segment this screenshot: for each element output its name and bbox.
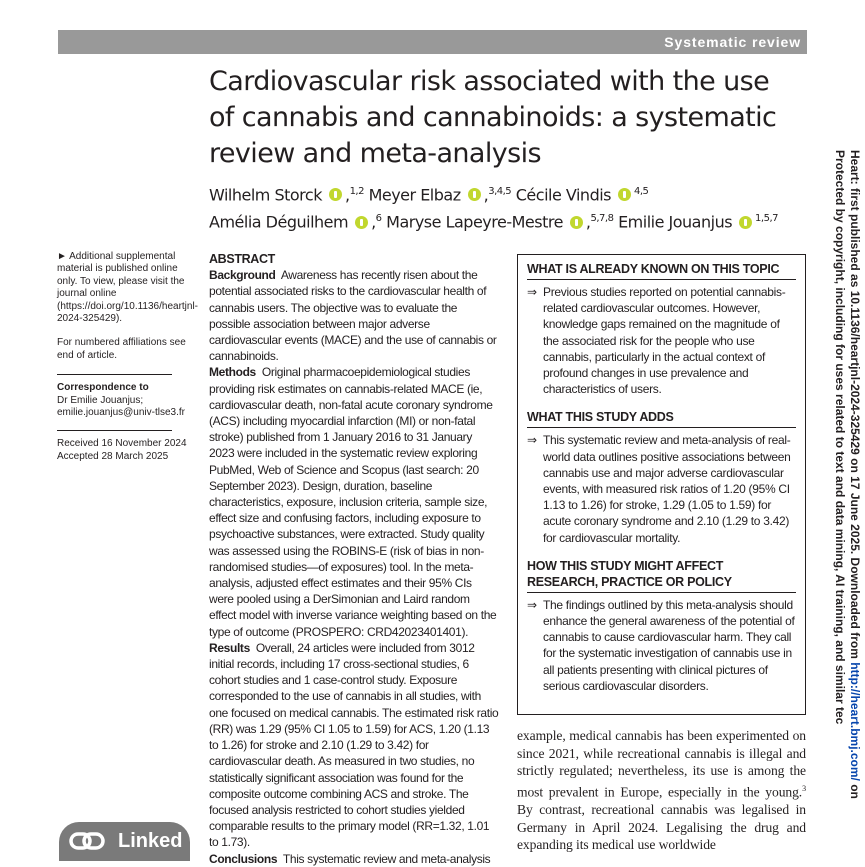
correspondence-name: Dr Emilie Jouanjus; (57, 394, 144, 406)
abstract-heading: ABSTRACT (209, 252, 275, 266)
box-item (527, 284, 796, 397)
correspondence (57, 382, 187, 419)
author-name[interactable]: Amélia Déguilhem (209, 212, 349, 232)
linked-label: Linked (118, 830, 183, 852)
key-messages-box (517, 254, 806, 715)
abstract-background (209, 267, 499, 364)
side-note-line (847, 150, 862, 861)
section-label: Conclusions (209, 851, 278, 866)
author-name[interactable]: Cécile Vindis (515, 185, 611, 205)
abstract-methods (209, 364, 499, 639)
author-list (209, 180, 779, 235)
box-item (527, 597, 796, 694)
sidebar-divider (57, 374, 172, 375)
author-affiliation: 1,2 (349, 186, 364, 197)
journal-link[interactable]: http://heart.bmj.com/ (848, 662, 862, 781)
author-separator: , (371, 212, 376, 232)
chain-link-icon (69, 831, 105, 851)
side-note-text (832, 150, 862, 861)
supplemental-note[interactable]: ► Additional supplemental material is published online only. To view, please visit the journal online (https://doi.org/10.1136/heartjnl-2024-325429). (57, 251, 199, 325)
body-text-part: By contrast, recreational cannabis was legalised in Germany in April 2024. Legalising the drug and expanding its medical use worldwide (517, 801, 806, 853)
side-note-suffix: on (848, 780, 862, 799)
body-text (517, 727, 806, 854)
left-sidebar (57, 251, 199, 463)
box-item-text: The findings outlined by this meta-analysis should enhance the general awareness of the potential of cannabis to cause cardiovascular harm. They call for the systematic investigation of cannabis use in all patients presenting with clinical pictures of serious cardiovascular disorders. (543, 597, 795, 693)
author-name[interactable]: Maryse Lapeyre-Mestre (386, 212, 563, 232)
author-affiliation: 6 (375, 213, 382, 225)
section-label: Systematic review (664, 34, 801, 50)
body-text-part: example, medical cannabis has been experimented on since 2021, while recreational cannabis is illegal and strictly regulated; nevertheless, its use is among the most prevalent in Europe, especially in the young. (517, 728, 806, 800)
box-item-text: This systematic review and meta-analysis of real-world data outlines positive associations between cannabis use and major adverse cardiovascular events, with measured risk ratios of 1.20 (95% CI 1.13 to 1.26) for stroke, 1.29 (1.05 to 1.59) for acute coronary syndrome and 2.10 (1.29 to 3.42) for cardiovascular mortality. (543, 433, 791, 545)
section-label: Methods (209, 365, 256, 380)
author-affiliation: 3,4,5 (488, 186, 512, 197)
section-label: Results (209, 640, 250, 655)
linked-badge[interactable] (59, 822, 190, 861)
box-heading: WHAT IS ALREADY KNOWN ON THIS TOPIC (527, 261, 796, 280)
dates (57, 438, 187, 463)
author-affiliation: 4,5 (634, 186, 649, 197)
section-text: Awareness has recently risen about the potential associated risks to the cardiovascular health of cannabis users. The objective was to evaluate the possible association between major adverse cardiovascular events (MACE) and the use of cannabis or cannabinoids. (209, 268, 497, 364)
affiliations-note: For numbered affiliations see end of article. (57, 337, 186, 361)
author-name[interactable]: Emilie Jouanjus (618, 212, 733, 232)
orcid-icon[interactable] (618, 188, 631, 201)
copyright-side-note (826, 150, 862, 861)
author-affiliation: 5,7,8 (590, 213, 614, 225)
reference-marker[interactable]: 3 (802, 783, 806, 793)
abstract (209, 251, 499, 867)
author-name[interactable]: Meyer Elbaz (368, 185, 461, 205)
section-bar (58, 30, 807, 54)
correspondence-email[interactable]: emilie.jouanjus@univ-tlse3.fr (57, 407, 185, 419)
arrow-icon: ⇒ (527, 597, 537, 612)
author-separator: , (344, 185, 350, 205)
box-heading: WHAT THIS STUDY ADDS (527, 409, 796, 428)
correspondence-heading: Correspondence to (57, 382, 149, 394)
orcid-icon[interactable] (329, 188, 342, 201)
received-date: Received 16 November 2024 (57, 438, 187, 450)
section-text: Original pharmacoepidemiological studies providing risk estimates on cannabis-related MACE (ie, cardiovascular death, non-fatal acute coronary syndrome (ACS) including myocardial infarction (MI) or non-fatal stroke) published from 1 January 2016 to 31 January 2023 were included in the systematic review exploring PubMed, Web of Science and Scopus (last search: 20 September 2023). Design, duration, baseline characteristics, exposure, inclusion criteria, sample size, effect size and confusing factors, including exposure to psychoactive substances, were extracted. Study quality was assessed using the ROBINS-E (risk of bias in non-randomised studies—of exposures) tool. In the meta-analysis, adjusted effect estimates and their 95% CIs were pooled using a DerSimonian and Laird random effect model with inverse variance weighting based on the type of outcome (PROSPERO: CRD42023401401). (209, 365, 497, 639)
box-heading: HOW THIS STUDY MIGHT AFFECT RESEARCH, PRACTICE OR POLICY (527, 558, 796, 593)
arrow-icon: ⇒ (527, 433, 537, 448)
accepted-date: Accepted 28 March 2025 (57, 450, 169, 462)
orcid-icon[interactable] (570, 216, 583, 229)
article-title: Cardiovascular risk associated with the use of cannabis and cannabinoids: a systematic review and meta-analysis (209, 66, 777, 169)
abstract-conclusions (209, 851, 499, 867)
author-affiliation: 1,5,7 (755, 213, 778, 225)
section-label: Background (209, 268, 276, 283)
sidebar-divider (57, 430, 172, 431)
author-separator: , (483, 185, 489, 205)
orcid-icon[interactable] (355, 216, 368, 229)
box-item-text: Previous studies reported on potential cannabis-related cardiovascular outcomes. However, knowledge gaps remained on the magnitude of the associated risk for the people who use cannabis, particularly in the actual context of profound changes in use prevalence and characteristics of users. (543, 285, 786, 397)
section-text: This systematic review and meta-analysis (282, 851, 491, 866)
arrow-icon: ⇒ (527, 285, 537, 299)
section-text: Overall, 24 articles were included from 3012 initial records, including 17 cross-sectional studies, 6 cohort studies and 1 case-control study. Exposure corresponded to the use of cannabis in all studies, with one focused on medical cannabis. The estimated risk ratio (RR) was 1.29 (95% CI 1.05 to 1.59) for ACS, 1.20 (1.13 to 1.26) for stroke and 2.10 (1.29 to 3.42) for cardiovascular death. As measured in two studies, no statistically significant association was found for the composite outcome combining ACS and stroke. The focused analysis restricted to cohort studies yielded comparable results to the primary model (RR=1.32, 1.01 to 1.73). (209, 640, 499, 850)
orcid-icon[interactable] (468, 188, 481, 201)
side-note-prefix: Heart: first published as 10.1136/heartjnl-2024-325429 on 17 June 2025. Downloaded from (848, 150, 862, 663)
abstract-results (209, 640, 499, 851)
box-item (527, 432, 796, 545)
orcid-icon[interactable] (739, 216, 752, 229)
author-separator: , (585, 212, 591, 232)
author-name[interactable]: Wilhelm Storck (209, 185, 322, 205)
side-note-line: Protected by copyright, including for uses related to text and data mining, AI training, and similar tec (833, 150, 847, 725)
